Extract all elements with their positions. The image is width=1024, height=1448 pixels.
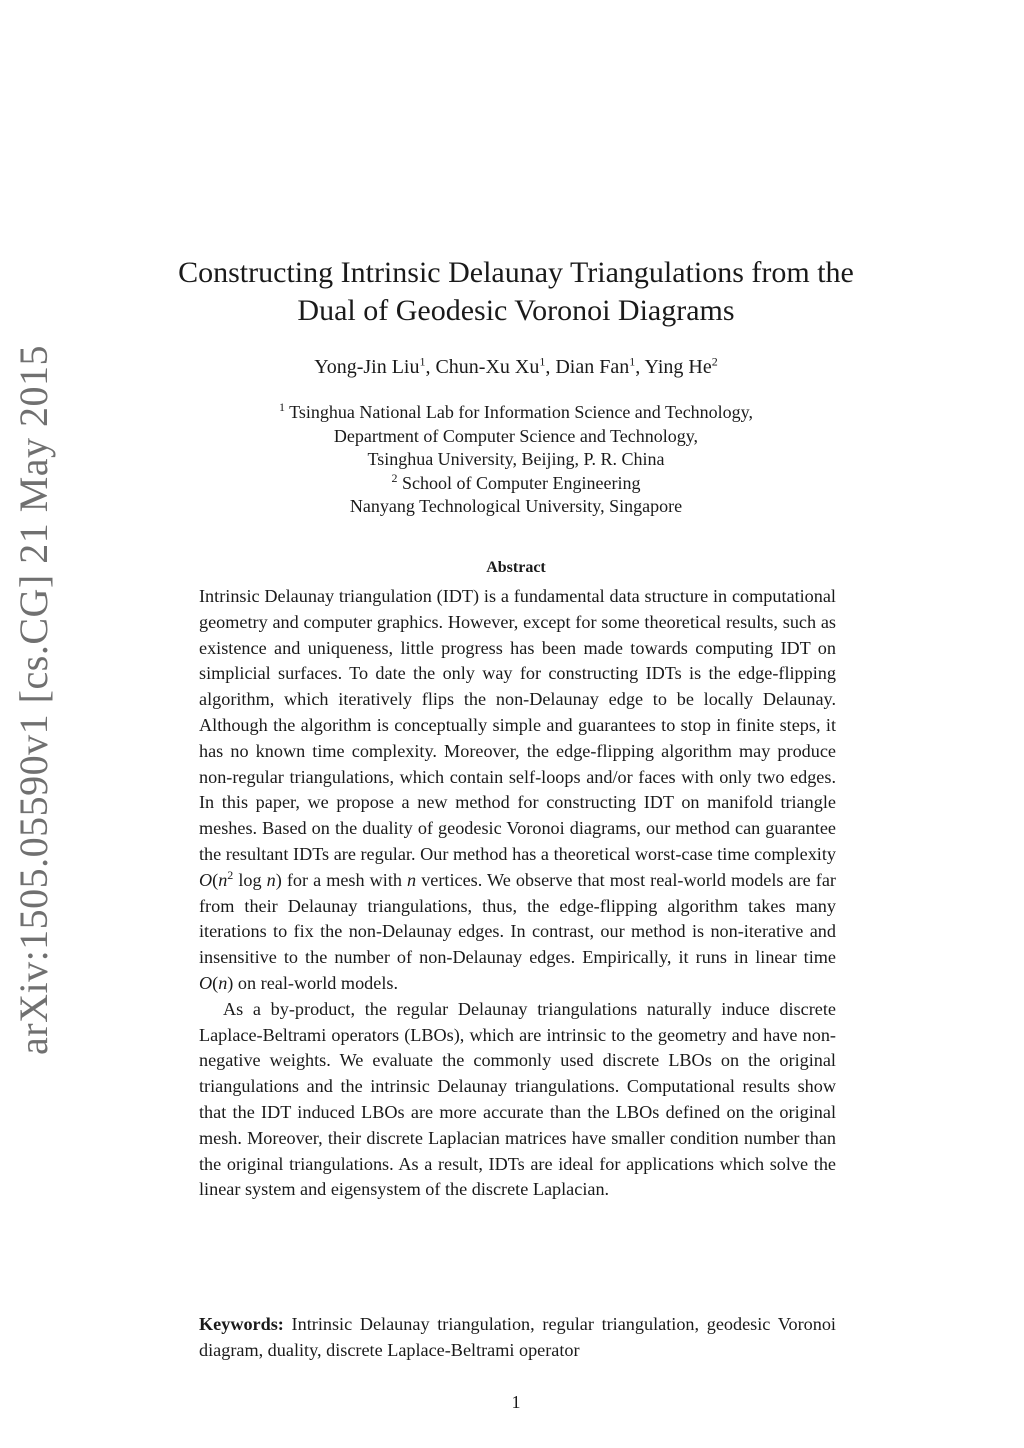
author-list: Yong-Jin Liu$^1$, Chun-Xu Xu$^1$, Dian Fan$^1$, Ying He$^2$ [314,354,718,378]
author-2: Chun-Xu Xu$^1$ [435,354,546,378]
affiliation-line-2: Department of Computer Science and Technology, [333,425,699,446]
keywords-label: Keywords: [199,1314,284,1334]
keywords-text: Intrinsic Delaunay triangulation, regular triangulation, geodesic Voronoi diagram, duality, discrete Laplace-Beltrami operator [199,1314,836,1360]
arxiv-identifier-stamp: arXiv:1505.05590v1 [cs.CG] 21 May 2015 [11,344,56,1055]
affiliation-line-3: Tsinghua University, Beijing, P. R. China [367,449,665,469]
author-3: Dian Fan$^1$ [555,354,636,378]
title-line-2: Dual of Geodesic Voronoi Diagrams [297,294,735,327]
affiliation-line-1: $^1$ Tsinghua National Lab for Information Science and Technology, [278,400,754,422]
abstract-paragraph-2: As a by-product, the regular Delaunay triangulations naturally induce discrete Laplace-Beltrami operators (LBOs), which are intrinsic to the geometry and have non-negative weights. We evaluate the commonly used discrete LBOs on the original triangulations and the intrinsic Delaunay triangulations. Computational results show that the IDT induced LBOs are more accurate than the LBOs defined on the original mesh. Moreover, their discrete Laplacian matrices have smaller condition number than the original triangulations. As a result, IDTs are ideal for applications which solve the linear system and eigensystem of the discrete Laplacian. [199,998,836,1200]
author-1: Yong-Jin Liu$^1$ [314,354,426,378]
paper-title [140,254,892,330]
abstract-heading: Abstract [486,559,546,576]
affiliation-line-4: $^2$ School of Computer Engineering [391,470,641,493]
author-4: Ying He$^2$ [644,354,718,378]
abstract-body [199,584,836,1203]
affiliation-line-5: Nanyang Technological University, Singapore [349,496,683,516]
page-number: 1 [511,1392,521,1412]
keywords [199,1312,836,1364]
title-line-1: Constructing Intrinsic Delaunay Triangulations from the [178,256,854,289]
affiliations [140,401,892,519]
abstract-paragraph-1: Intrinsic Delaunay triangulation (IDT) is a fundamental data structure in computational geometry and computer graphics. However, except for some theoretical results, such as existence and uniqueness, little progress has been made towards computing IDT on simplicial surfaces. To date the only way for constructing IDTs is the edge-flipping algorithm, which iteratively flips the non-Delaunay edge to be locally Delaunay. Although the algorithm is conceptually simple and guarantees to stop in finite steps, it has no known time complexity. Moreover, the edge-flipping algorithm may produce non-regular triangulations, which contain self-loops and/or faces with only two edges. In this paper, we propose a new method for constructing IDT on manifold triangle meshes. Based on the duality of geodesic Voronoi diagrams, our method can guarantee the resultant IDTs are regular. Our method has a theoretical worst-case time complexity $O(n^2$ log n) for a mesh with n vertices. We observe that most real-world models are far from their Delaunay triangulations, thus, the edge-flipping algorithm takes many iterations to fix the non-Delaunay edges. In contrast, our method is non-iterative and insensitive to the number of non-Delaunay edges. Empirically, it runs in linear time O(n) on real-world models. [199,586,836,993]
